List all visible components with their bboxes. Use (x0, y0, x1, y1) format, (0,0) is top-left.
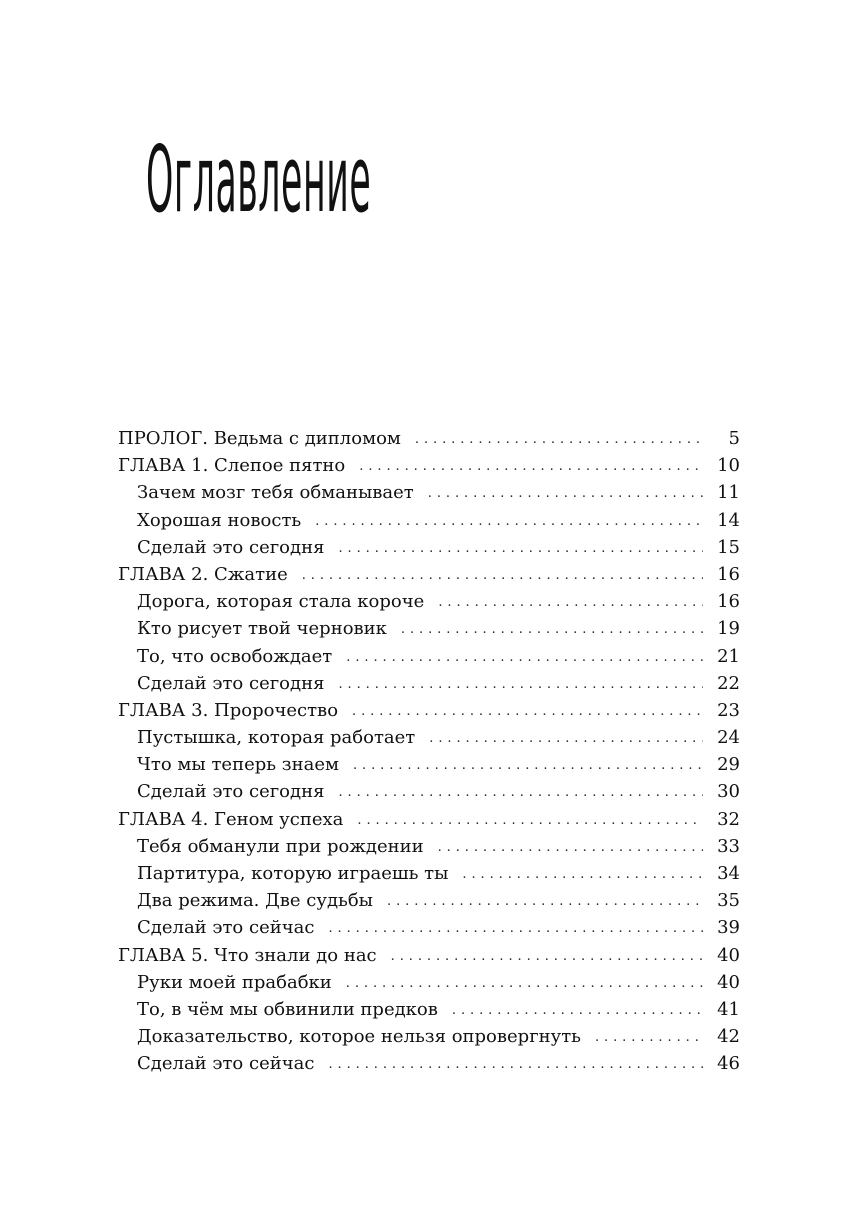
toc-entry-label: ГЛАВА 5. Что знали до нас (118, 944, 377, 966)
toc-entry-page: 11 (717, 482, 740, 504)
toc-entry-page: 10 (717, 455, 740, 477)
dot-leader (302, 562, 703, 589)
toc-entry-page: 24 (717, 727, 740, 749)
dot-leader (387, 888, 703, 915)
toc-subentry[interactable] (118, 479, 740, 506)
dot-leader (452, 997, 703, 1024)
dot-leader (338, 671, 703, 698)
dot-leader (328, 1051, 703, 1078)
toc-subentry[interactable] (118, 615, 740, 642)
toc-entry[interactable] (118, 452, 740, 479)
toc-entry[interactable] (118, 425, 740, 452)
dot-leader (595, 1024, 703, 1051)
toc-subentry[interactable] (118, 887, 740, 914)
dot-leader (346, 644, 703, 671)
toc-entry-page: 21 (717, 645, 740, 667)
toc-entry-page: 46 (717, 1053, 740, 1075)
toc-subentry[interactable] (118, 969, 740, 996)
toc-entry[interactable] (118, 942, 740, 969)
toc-entry-label: Кто рисует твой черновик (137, 618, 387, 640)
dot-leader (415, 426, 704, 453)
toc-subentry[interactable] (118, 670, 740, 697)
toc-entry-label: Доказательство, которое нельзя опровергнуть (137, 1026, 581, 1048)
dot-leader (438, 589, 703, 616)
toc-entry-label: ГЛАВА 2. Сжатие (118, 563, 288, 585)
toc-entry-label: Сделай это сегодня (137, 536, 325, 558)
toc-subentry[interactable] (118, 996, 740, 1023)
toc-subentry[interactable] (118, 588, 740, 615)
toc-entry-page: 40 (717, 971, 740, 993)
toc-entry-label: Руки моей прабабки (137, 971, 332, 993)
toc-entry-label: Партитура, которую играешь ты (137, 863, 449, 884)
toc-entry-page: 15 (717, 536, 740, 558)
dot-leader (357, 807, 703, 834)
toc-subentry[interactable] (118, 833, 740, 860)
toc-entry-page: 40 (717, 944, 740, 966)
dot-leader (429, 725, 703, 752)
toc-entry-page: 23 (717, 699, 740, 721)
page-title: Оглавление (146, 125, 372, 234)
toc-entry-label: Что мы теперь знаем (137, 754, 339, 776)
dot-leader (462, 861, 703, 888)
toc-entry-label: Сделай это сейчас (137, 1053, 315, 1075)
toc-entry-page: 29 (717, 754, 740, 776)
toc-entry-page: 35 (717, 890, 740, 912)
dot-leader (428, 480, 703, 507)
toc-entry-page: 19 (717, 618, 740, 640)
toc-entry-page: 30 (717, 781, 740, 803)
toc-subentry[interactable] (118, 860, 740, 887)
toc-entry-page: 42 (717, 1026, 740, 1048)
dot-leader (328, 915, 703, 942)
toc-entry-page: 5 (728, 428, 740, 449)
toc-subentry[interactable] (118, 724, 740, 751)
toc-entry-page: 41 (717, 998, 740, 1020)
toc-entry-label: Дорога, которая стала короче (137, 591, 425, 613)
dot-leader (338, 535, 703, 562)
toc-entry-label: То, что освобождает (137, 645, 333, 667)
toc-entry-page: 32 (717, 808, 740, 830)
toc-subentry[interactable] (118, 534, 740, 561)
toc-entry-page: 34 (717, 863, 740, 884)
toc-subentry[interactable] (118, 778, 740, 805)
dot-leader (391, 943, 703, 970)
toc-entry-label: Сделай это сегодня (137, 781, 325, 803)
toc-entry-label: ГЛАВА 1. Слепое пятно (118, 455, 346, 477)
table-of-contents (118, 425, 740, 1078)
dot-leader (353, 752, 703, 779)
toc-entry-label: ГЛАВА 4. Геном успеха (118, 808, 344, 830)
toc-subentry[interactable] (118, 751, 740, 778)
toc-subentry[interactable] (118, 1023, 740, 1050)
dot-leader (352, 698, 703, 725)
toc-entry-label: Зачем мозг тебя обманывает (137, 482, 414, 504)
toc-entry-page: 22 (717, 672, 740, 694)
toc-entry-label: ПРОЛОГ. Ведьма с дипломом (118, 428, 401, 449)
dot-leader (401, 616, 703, 643)
toc-entry-page: 16 (717, 591, 740, 613)
toc-subentry[interactable] (118, 1050, 740, 1077)
toc-entry-page: 33 (717, 835, 740, 857)
toc-entry[interactable] (118, 806, 740, 833)
toc-entry[interactable] (118, 561, 740, 588)
toc-entry-page: 14 (717, 509, 740, 531)
toc-entry-label: Пустышка, которая работает (137, 727, 416, 749)
dot-leader (359, 453, 703, 480)
toc-subentry[interactable] (118, 643, 740, 670)
dot-leader (315, 508, 703, 535)
toc-entry-page: 39 (717, 917, 740, 939)
toc-entry-page: 16 (717, 563, 740, 585)
toc-entry-label: Хорошая новость (137, 509, 302, 531)
toc-entry-label: Сделай это сегодня (137, 672, 325, 694)
toc-subentry[interactable] (118, 507, 740, 534)
toc-subentry[interactable] (118, 914, 740, 941)
toc-entry-label: Сделай это сейчас (137, 917, 315, 939)
toc-entry-label: Два режима. Две судьбы (137, 890, 373, 912)
dot-leader (338, 779, 703, 806)
dot-leader (346, 970, 703, 997)
toc-entry-label: Тебя обманули при рождении (137, 835, 424, 857)
toc-entry-label: То, в чём мы обвинили предков (137, 998, 438, 1020)
toc-entry-label: ГЛАВА 3. Пророчество (118, 699, 339, 721)
dot-leader (438, 834, 703, 861)
toc-entry[interactable] (118, 697, 740, 724)
